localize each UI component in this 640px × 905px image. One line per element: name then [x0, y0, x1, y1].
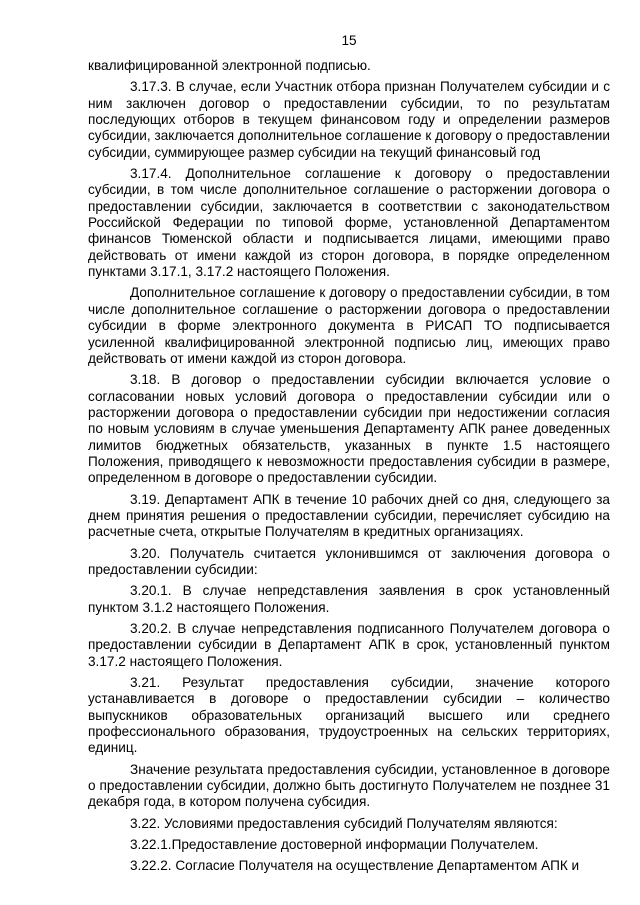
paragraph-3-22: 3.22. Условиями предоставления субсидий Получателям являются:: [130, 815, 558, 831]
paragraph-3-22-2: 3.22.2. Согласие Получателя на осуществление Департаментом АПК и: [130, 858, 580, 874]
page-number: 15: [341, 33, 357, 48]
paragraph-3-17-4: 3.17.4. Дополнительное соглашение к договору о предоставлении субсидии, в том числе дополнительное соглашение о расторжении договора о предоставлении субсидии, заключается в соответствии с законодательством Российской Федерации по типовой форме, установленной Департаментом финансов Тюменской области и подписывается лицами, имеющими право действовать от имени каждой из сторон договора, в порядке определенном пунктами 3.17.1, 3.17.2 настоящего Положения.: [88, 166, 610, 280]
paragraph-additional-agreement: Дополнительное соглашение к договору о предоставлении субсидии, в том числе дополнительное соглашение о расторжении договора о предоставлении субсидии в форме электронного документа в РИСАП ТО подписывается усиленной квалифицированной электронной подписью лиц, имеющих право действовать от имени каждой из сторон договора.: [88, 285, 610, 366]
paragraph-3-21: 3.21. Результат предоставления субсидии, значение которого устанавливается в договоре о предоставлении субсидии – количество выпускников образовательных организаций высшего или среднего профессионального образования, трудоустроенных на сельских территориях, единиц.: [88, 675, 610, 756]
paragraph-3-22-1: 3.22.1.Предоставление достоверной информации Получателем.: [130, 837, 539, 853]
paragraph-continuation: квалифицированной электронной подписью.: [88, 58, 371, 73]
paragraph-3-18: 3.18. В договор о предоставлении субсидии включается условие о согласовании новых условий договора о предоставлении субсидии или о расторжении договора о предоставлении субсидии при недостижении согласия по новым условиям в случае уменьшения Департаменту АПК ранее доведенных лимитов бюджетных обязательств, указанных в пункте 1.5 настоящего Положения, приводящего к невозможности предоставления субсидии в размере, определенном в договоре о предоставлении субсидии.: [88, 372, 610, 486]
paragraph-3-17-3: 3.17.3. В случае, если Участник отбора признан Получателем субсидии и с ним заключен договор о предоставлении субсидии, то по результатам последующих отборов в текущем финансовом году и определении размеров субсидии, заключается дополнительное соглашение к договору о предоставлении субсидии, суммирующее размер субсидии на текущий финансовый год: [88, 79, 610, 160]
paragraph-3-20-2: 3.20.2. В случае непредставления подписанного Получателем договора о предоставлении субсидии в Департамент АПК в срок, установленный пунктом 3.17.2 настоящего Положения.: [88, 621, 610, 669]
paragraph-3-20-1: 3.20.1. В случае непредставления заявления в срок установленный пунктом 3.1.2 настоящего Положения.: [88, 583, 610, 615]
paragraph-result-value: Значение результата предоставления субсидии, установленное в договоре о предоставлении субсидии, должно быть достигнуто Получателем не позднее 31 декабря года, в котором получена субсидия.: [88, 761, 610, 810]
paragraph-3-20: 3.20. Получатель считается уклонившимся от заключения договора о предоставлении субсидии:: [88, 545, 610, 577]
paragraph-3-19: 3.19. Департамент АПК в течение 10 рабочих дней со дня, следующего за днем принятия решения о предоставлении субсидии, перечисляет субсидию на расчетные счета, открытые Получателям в кредитных организациях.: [88, 491, 610, 540]
